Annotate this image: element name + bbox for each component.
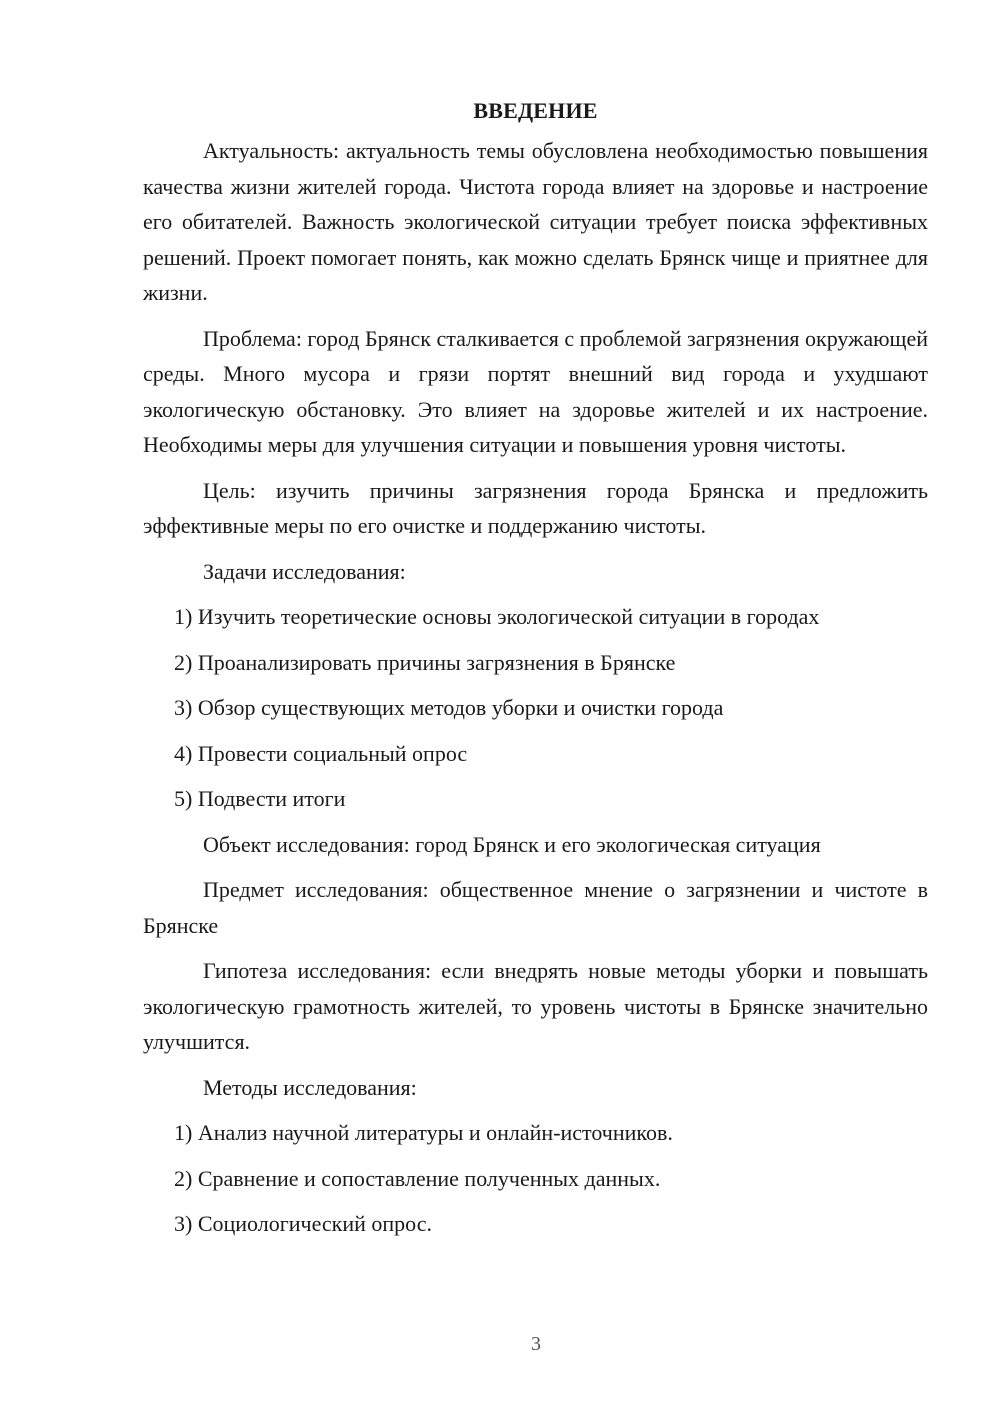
problem-paragraph: Проблема: город Брянск сталкивается с проблемой загрязнения окружающей среды. Много мусора и грязи портят внешний вид города и ухудшают экологическую обстановку. Это влияет на здоровье жителей и их настроение. Необходимы меры для улучшения ситуации и повышения уровня чистоты.	[143, 325, 928, 457]
hypothesis-paragraph: Гипотеза исследования: если внедрять новые методы уборки и повышать экологическую грамотность жителей, то уровень чистоты в Брянске значительно улучшится.	[143, 958, 928, 1054]
subject-paragraph: Предмет исследования: общественное мнение о загрязнении и чистоте в Брянске	[143, 877, 928, 938]
task-item: 5) Подвести итоги	[174, 786, 346, 811]
page-title: ВВЕДЕНИЕ	[473, 98, 598, 123]
method-item: 2) Сравнение и сопоставление полученных данных.	[174, 1165, 661, 1191]
methods-heading: Методы исследования:	[203, 1074, 417, 1100]
method-item: 3) Социологический опрос.	[174, 1211, 432, 1236]
object-line: Объект исследования: город Брянск и его экологическая ситуация	[203, 831, 821, 857]
method-item: 1) Анализ научной литературы и онлайн-источников.	[174, 1120, 673, 1145]
relevance-paragraph: Актуальность: актуальность темы обусловлена необходимостью повышения качества жизни жителей города. Чистота города влияет на здоровье и настроение его обитателей. Важность экологической ситуации требует поиска эффективных решений. Проект помогает понять, как можно сделать Брянск чище и приятнее для жизни.	[143, 138, 928, 305]
task-item: 1) Изучить теоретические основы экологической ситуации в городах	[174, 604, 820, 629]
tasks-heading: Задачи исследования:	[203, 558, 406, 584]
page-number: 3	[531, 1333, 541, 1355]
task-item: 4) Провести социальный опрос	[174, 740, 468, 766]
task-item: 3) Обзор существующих методов уборки и очистки города	[174, 695, 724, 720]
goal-paragraph: Цель: изучить причины загрязнения города Брянска и предложить эффективные меры по его очистке и поддержанию чистоты.	[143, 477, 928, 538]
task-item: 2) Проанализировать причины загрязнения в Брянске	[174, 649, 676, 675]
document-page	[143, 93, 928, 1252]
